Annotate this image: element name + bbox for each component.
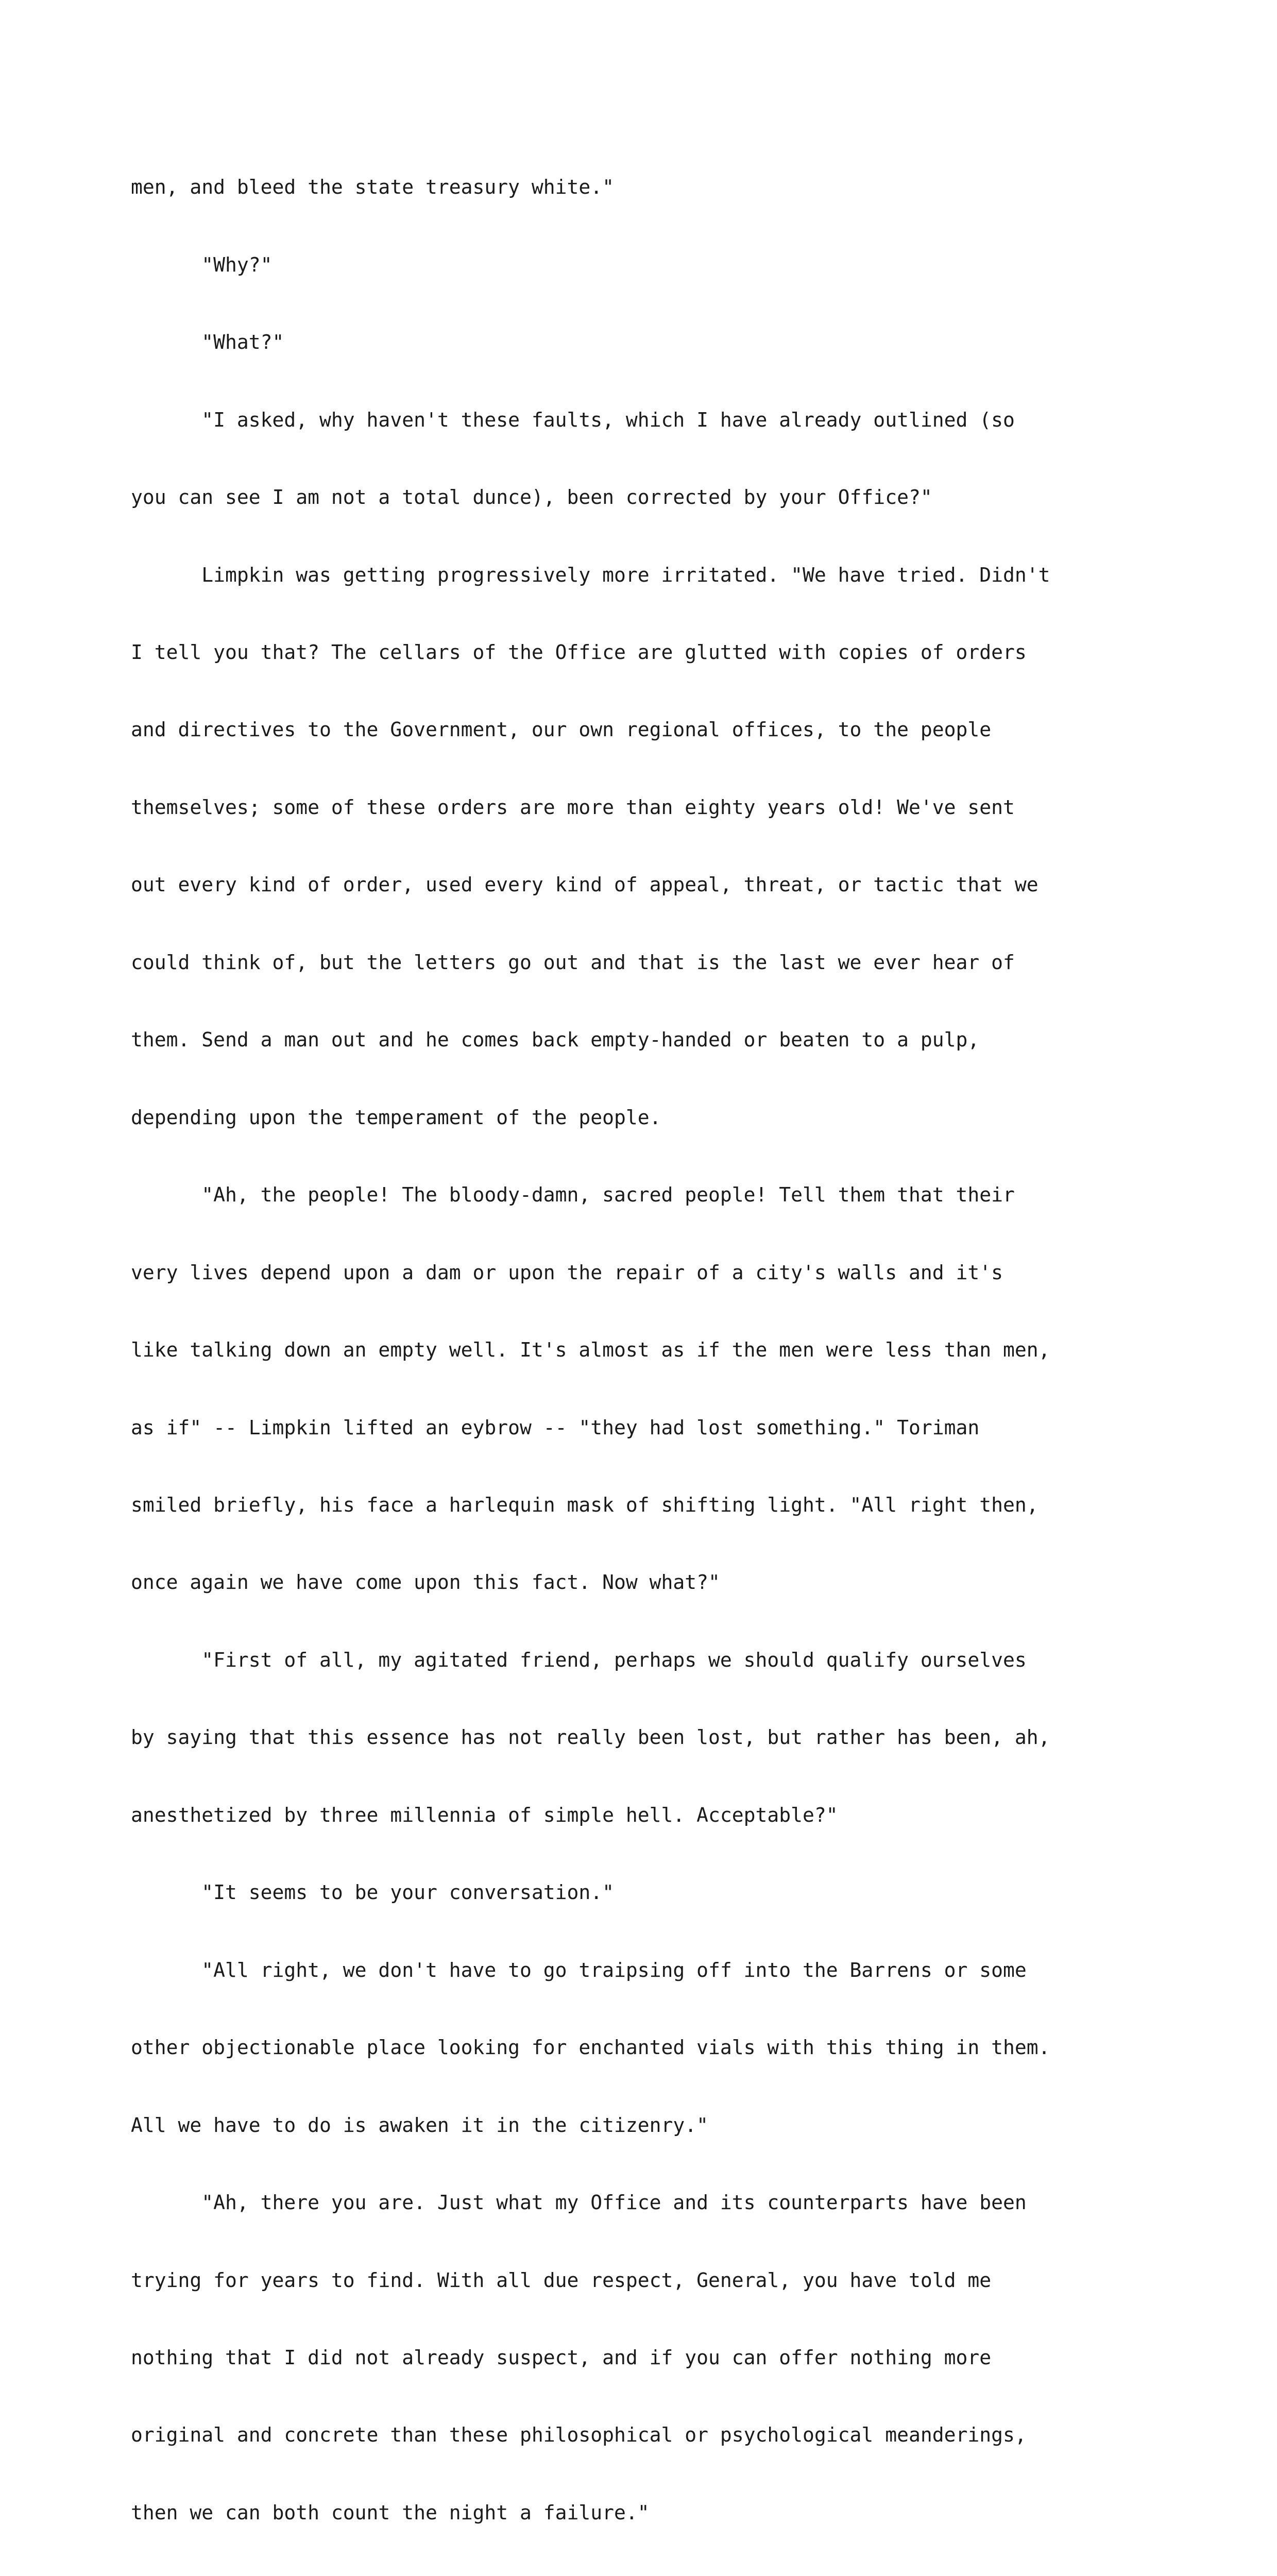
text-line: All we have to do is awaken it in the citizenry." [131, 2113, 709, 2137]
text-line: them. Send a man out and he comes back empty-handed or beaten to a pulp, [131, 1028, 980, 1052]
text-line: "I asked, why haven't these faults, which I have already outlined (so [131, 408, 1015, 431]
text-line: I tell you that? The cellars of the Office are glutted with copies of orders [131, 641, 1027, 664]
text-line: anesthetized by three millennia of simple hell. Acceptable?" [131, 1803, 838, 1826]
text-line: could think of, but the letters go out and that is the last we ever hear of [131, 951, 1015, 974]
text-line: like talking down an empty well. It's almost as if the men were less than men, [131, 1338, 1050, 1362]
text-line: men, and bleed the state treasury white." [131, 176, 614, 199]
text-line: trying for years to find. With all due respect, General, you have told me [131, 2268, 992, 2292]
text-line: once again we have come upon this fact. Now what?" [131, 1571, 720, 1594]
text-line: "Ah, the people! The bloody-damn, sacred people! Tell them that their [131, 1183, 1015, 1207]
text-line: then we can both count the night a failure." [131, 2501, 650, 2524]
text-line: other objectionable place looking for enchanted vials with this thing in them. [131, 2036, 1050, 2059]
text-line: themselves; some of these orders are more than eighty years old! We've sent [131, 795, 1015, 819]
text-line: depending upon the temperament of the people. [131, 1106, 661, 1129]
text-line: "Why?" [131, 253, 273, 276]
text-line: very lives depend upon a dam or upon the repair of a city's walls and it's [131, 1261, 1003, 1284]
body-text [131, 123, 1161, 2576]
text-line: you can see I am not a total dunce), been corrected by your Office?" [131, 486, 932, 509]
text-line: "All right, we don't have to go traipsing off into the Barrens or some [131, 1958, 1027, 1981]
text-line: as if" -- Limpkin lifted an eybrow -- "they had lost something." Toriman [131, 1416, 980, 1439]
text-line: "First of all, my agitated friend, perhaps we should qualify ourselves [131, 1648, 1027, 1671]
text-line: out every kind of order, used every kind of appeal, threat, or tactic that we [131, 873, 1038, 896]
text-line: by saying that this essence has not really been lost, but rather has been, ah, [131, 1726, 1050, 1749]
text-line: original and concrete than these philosophical or psychological meanderings, [131, 2424, 1027, 2447]
text-line: smiled briefly, his face a harlequin mask of shifting light. "All right then, [131, 1494, 1038, 1517]
text-line: Limpkin was getting progressively more irritated. "We have tried. Didn't [131, 563, 1050, 586]
text-line: nothing that I did not already suspect, and if you can offer nothing more [131, 2346, 992, 2369]
text-line: "Ah, there you are. Just what my Office and its counterparts have been [131, 2191, 1027, 2214]
text-line: "It seems to be your conversation." [131, 1881, 614, 1904]
text-line: and directives to the Government, our own regional offices, to the people [131, 718, 992, 741]
text-line: "What?" [131, 331, 284, 354]
